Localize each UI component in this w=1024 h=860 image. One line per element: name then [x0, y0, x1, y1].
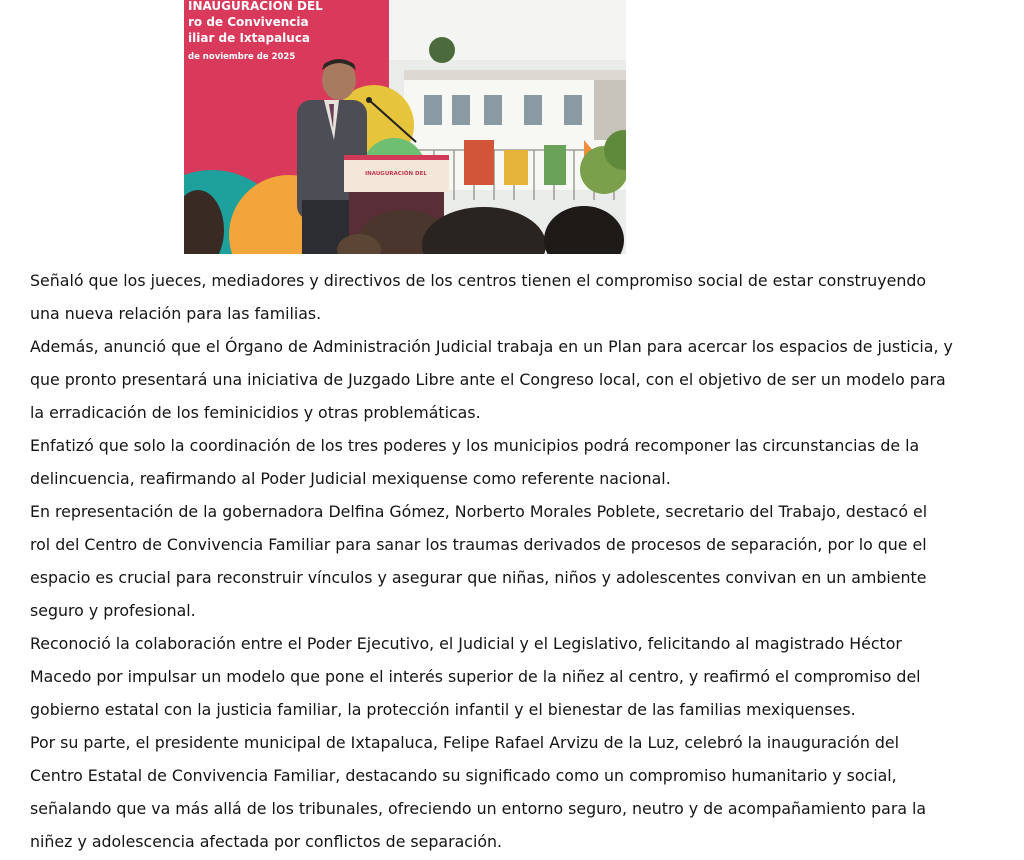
event-photo-illustration [184, 0, 626, 254]
article-line: Señaló que los jueces, mediadores y directivos de los centros tienen el compromiso social de estar construyendo [30, 271, 927, 290]
article-line: señalando que va más allá de los tribunales, ofreciendo un entorno seguro, neutro y de acompañamiento para la [30, 799, 927, 818]
podium-sign-text: INAUGURACIÓN DEL [365, 171, 427, 177]
article-line: una nueva relación para las familias. [30, 304, 322, 323]
article-line: rol del Centro de Convivencia Familiar para sanar los traumas derivados de procesos de separación, por lo que el [30, 535, 927, 554]
article-line: Macedo por impulsar un modelo que pone el interés superior de la niñez al centro, y reafirmó el compromiso del [30, 667, 921, 686]
article-line: gobierno estatal con la justicia familiar, la protección infantil y el bienestar de las familias mexiquenses. [30, 700, 856, 719]
article-line: En representación de la gobernadora Delfina Gómez, Norberto Morales Poblete, secretario del Trabajo, destacó el [30, 502, 928, 521]
article-line: Enfatizó que solo la coordinación de los tres poderes y los municipios podrá recomponer las circunstancias de la [30, 436, 920, 455]
article-line: niñez y adolescencia afectada por conflictos de separación. [30, 832, 503, 851]
banner-line-2: ro de Convivencia [188, 15, 309, 29]
article-line: seguro y profesional. [30, 601, 196, 620]
article-line: que pronto presentará una iniciativa de Juzgado Libre ante el Congreso local, con el objetivo de ser un modelo para [30, 370, 946, 389]
article-line: Reconoció la colaboración entre el Poder Ejecutivo, el Judicial y el Legislativo, felicitando al magistrado Héctor [30, 634, 902, 653]
article-line: Por su parte, el presidente municipal de Ixtapaluca, Felipe Rafael Arvizu de la Luz, celebró la inauguración del [30, 733, 899, 752]
banner-line-3: iliar de Ixtapaluca [188, 31, 311, 45]
banner-line-1: INAUGURACIÓN DEL [188, 0, 323, 13]
event-photo [184, 0, 626, 254]
article-line: espacio es crucial para reconstruir vínculos y asegurar que niñas, niños y adolescentes convivan en un ambiente [30, 568, 927, 587]
article-line: delincuencia, reafirmando al Poder Judicial mexiquense como referente nacional. [30, 469, 671, 488]
article-line: Centro Estatal de Convivencia Familiar, destacando su significado como un compromiso humanitario y social, [30, 766, 897, 785]
article-line: la erradicación de los feminicidios y otras problemáticas. [30, 403, 481, 422]
article-line: Además, anunció que el Órgano de Administración Judicial trabaja en un Plan para acercar los espacios de justicia, y [30, 337, 953, 356]
banner-line-4: de noviembre de 2025 [188, 52, 296, 62]
article-body [30, 264, 1010, 858]
